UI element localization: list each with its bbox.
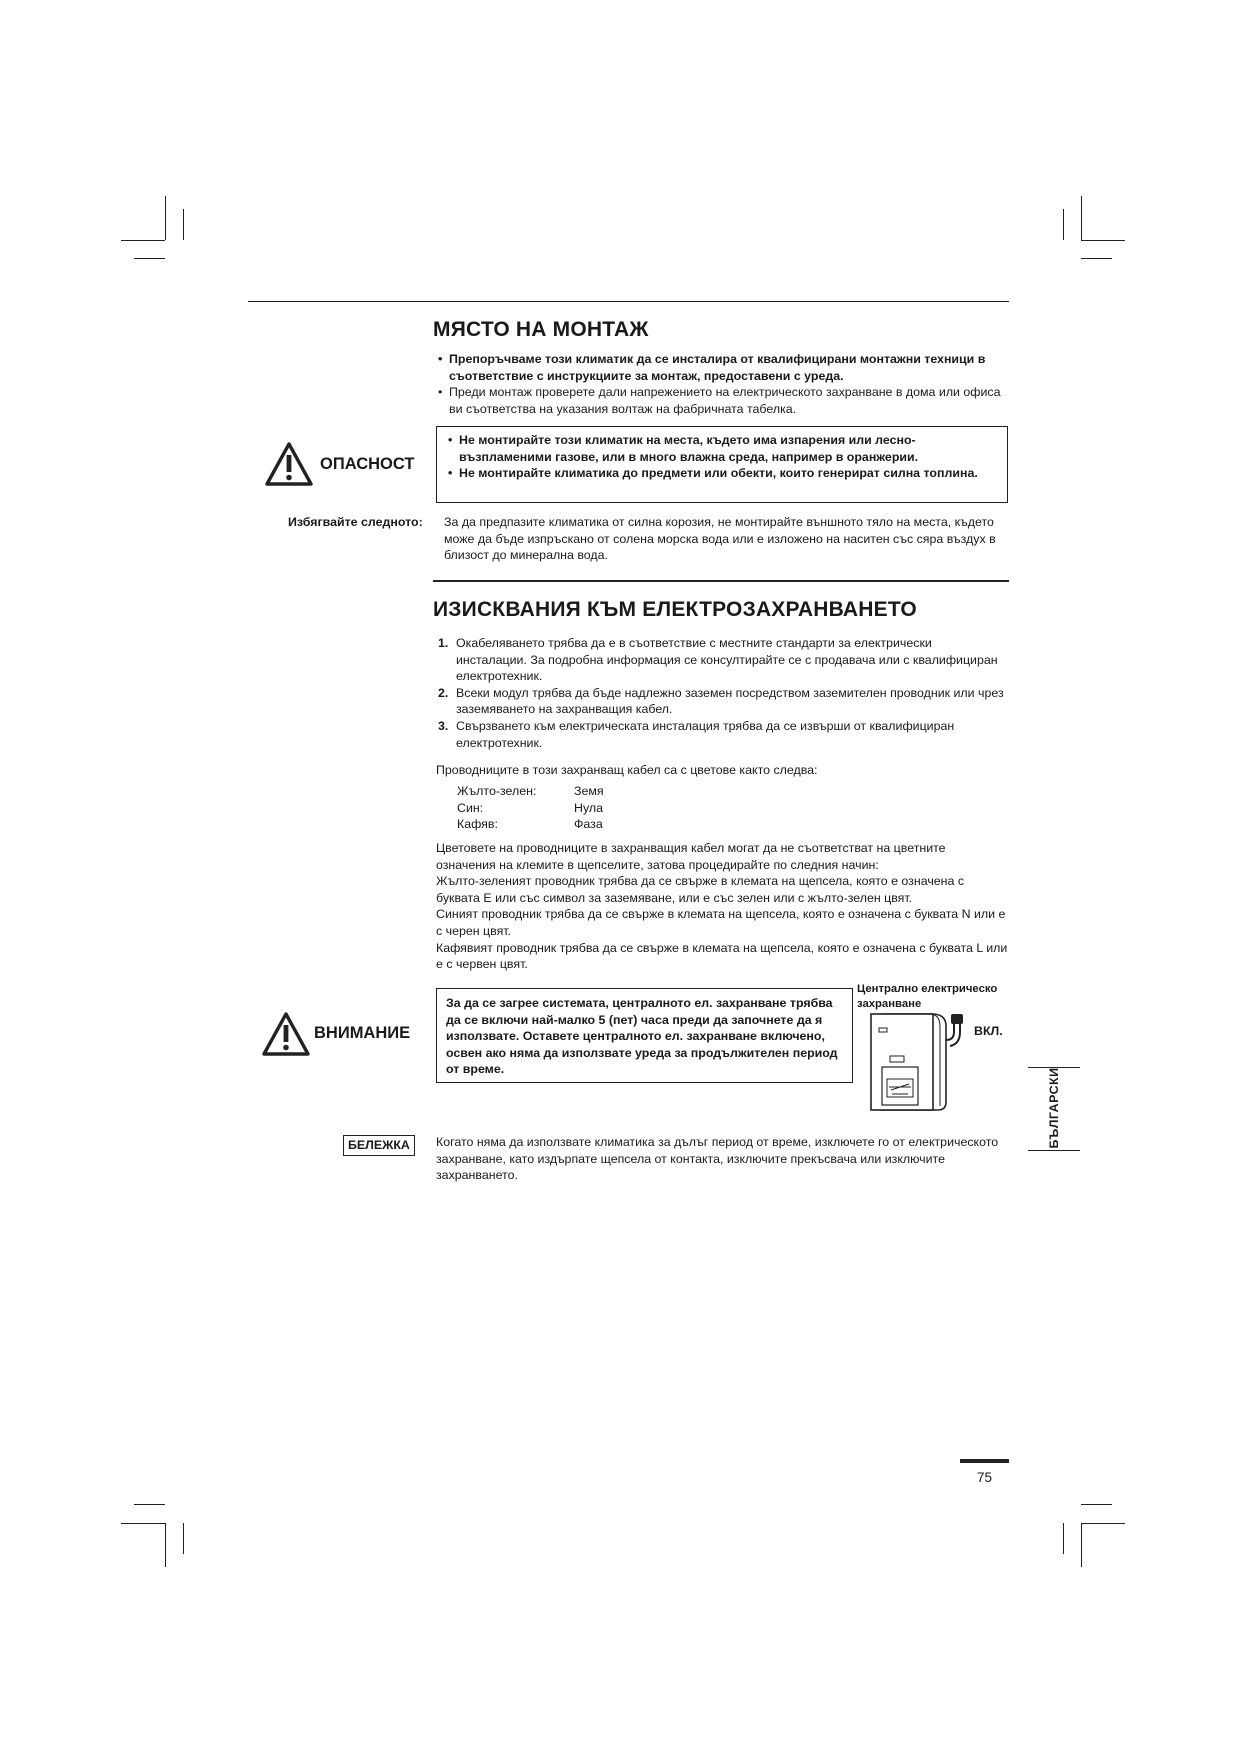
page-number-rule bbox=[960, 1459, 1009, 1463]
requirement-item bbox=[436, 685, 1006, 718]
danger-label: ОПАСНОСТ bbox=[320, 455, 415, 473]
power-on-label: ВКЛ. bbox=[974, 1024, 1003, 1038]
wire-color: Кафяв: bbox=[457, 817, 498, 832]
power-figure-caption: Централно електрическо захранване bbox=[857, 983, 998, 1010]
danger-warning-icon bbox=[264, 441, 314, 487]
wiring-paragraph-line: Кафявият проводник трябва да се свърже в клемата на щепсела, която е означена с буквата L или е с червен цвят. bbox=[436, 940, 1008, 972]
wiring-paragraph-line: Цветовете на проводниците в захранващия кабел могат да не съответстват на цветните означения на клемите в щепселите, затова процедирайте по следния начин: bbox=[436, 841, 946, 872]
caution-warning-icon bbox=[261, 1011, 311, 1057]
section1-title: МЯСТО НА МОНТАЖ bbox=[433, 318, 649, 341]
section1-bullets bbox=[436, 351, 1006, 417]
wire-meaning: Фаза bbox=[574, 817, 603, 832]
wire-row bbox=[457, 800, 604, 817]
section1-bullet-2: • Преди монтаж проверете дали напрежението на електрическото захранване в дома или офиса ви съответства на указания волтаж на фабричната табелка. bbox=[436, 384, 1006, 417]
caution-box bbox=[436, 988, 853, 1083]
wire-color: Син: bbox=[457, 800, 484, 815]
wire-color: Жълто-зелен: bbox=[457, 784, 537, 798]
power-switch-illustration bbox=[862, 1010, 970, 1114]
requirement-number: 1. bbox=[438, 636, 449, 650]
wire-meaning: Нула bbox=[574, 800, 603, 815]
requirement-text: Всеки модул трябва да бъде надлежно заземен посредством заземителен проводник или чрез заземяването на захранващия кабел. bbox=[456, 685, 1004, 717]
avoid-label: Избягвайте следното: bbox=[288, 515, 423, 529]
requirements-list bbox=[436, 635, 1006, 751]
requirement-item bbox=[436, 718, 1006, 751]
section1-bullet-1: • Препоръчваме този климатик да се инсталира от квалифицирани монтажни техници в съответствие с инструкциите за монтаж, предоставени с уреда. bbox=[436, 351, 1006, 384]
wire-color-table bbox=[457, 783, 604, 833]
wiring-paragraph-line: Синият проводник трябва да се свърже в клемата на щепсела, която е означена с буквата N или е с черен цвят. bbox=[436, 907, 1006, 938]
caution-label: ВНИМАНИЕ bbox=[314, 1024, 411, 1042]
danger-box bbox=[436, 426, 1008, 503]
avoid-text: За да предпазите климатика от силна корозия, не монтирайте външното тяло на места, където може да бъде изпръскано от солена морска вода или е изложено на наситен със сяра въздух в близост до минерална вода. bbox=[444, 515, 996, 563]
requirement-item bbox=[436, 635, 1006, 685]
language-tab-label: БЪЛГАРСКИ bbox=[1047, 1067, 1061, 1149]
caution-text: За да се загрее системата, централното ел. захранване трябва да се включи най-малко 5 (пет) часа преди да започнете да я използвате. Оставете централното ел. захранване включено, освен ако няма да използвате уреда за продължителен период от време. bbox=[446, 996, 838, 1077]
requirement-number: 2. bbox=[438, 685, 449, 700]
requirement-text: Свързването към електрическата инсталация трябва да се извърши от квалифициран електротехник. bbox=[456, 718, 955, 750]
wires-intro: Проводниците в този захранващ кабел са с цветове както следва: bbox=[436, 763, 818, 777]
note-text: Когато няма да използвате климатика за дълъг период от време, изключете го от електрическото захранване, като издърпате щепсела от контакта, изключите прекъсвача или изключите захранването. bbox=[436, 1135, 999, 1183]
wire-meaning: Земя bbox=[574, 784, 604, 798]
section2-top-rule bbox=[433, 580, 1009, 582]
danger-bullet-2: • Не монтирайте климатика до предмети или обекти, които генерират силна топлина. bbox=[446, 465, 996, 482]
note-label: БЕЛЕЖКА bbox=[343, 1135, 415, 1156]
danger-bullets bbox=[446, 432, 996, 482]
section1-top-rule bbox=[248, 301, 1009, 302]
danger-bullet-1: • Не монтирайте този климатик на места, където има изпарения или лесно-възпламеними газове, или в много влажна среда, например в оранжерии. bbox=[446, 432, 996, 465]
requirement-text: Окабеляването трябва да е в съответствие с местните стандарти за електрически инсталации. За подробна информация се консултирайте се с продавача или с квалифициран електротехник. bbox=[456, 636, 998, 684]
wiring-paragraph bbox=[436, 840, 1008, 973]
section2-title: ИЗИСКВАНИЯ КЪМ ЕЛЕКТРОЗАХРАНВАНЕТО bbox=[433, 598, 917, 621]
wire-row bbox=[457, 783, 604, 800]
requirement-number: 3. bbox=[438, 718, 449, 733]
page-number: 75 bbox=[976, 1470, 992, 1485]
wiring-paragraph-line: Жълто-зеленият проводник трябва да се свърже в клемата на щепсела, която е означена с буквата E или със символ за заземяване, или е със зелен или с жълто-зелен цвят. bbox=[436, 874, 965, 905]
wire-row bbox=[457, 816, 604, 833]
